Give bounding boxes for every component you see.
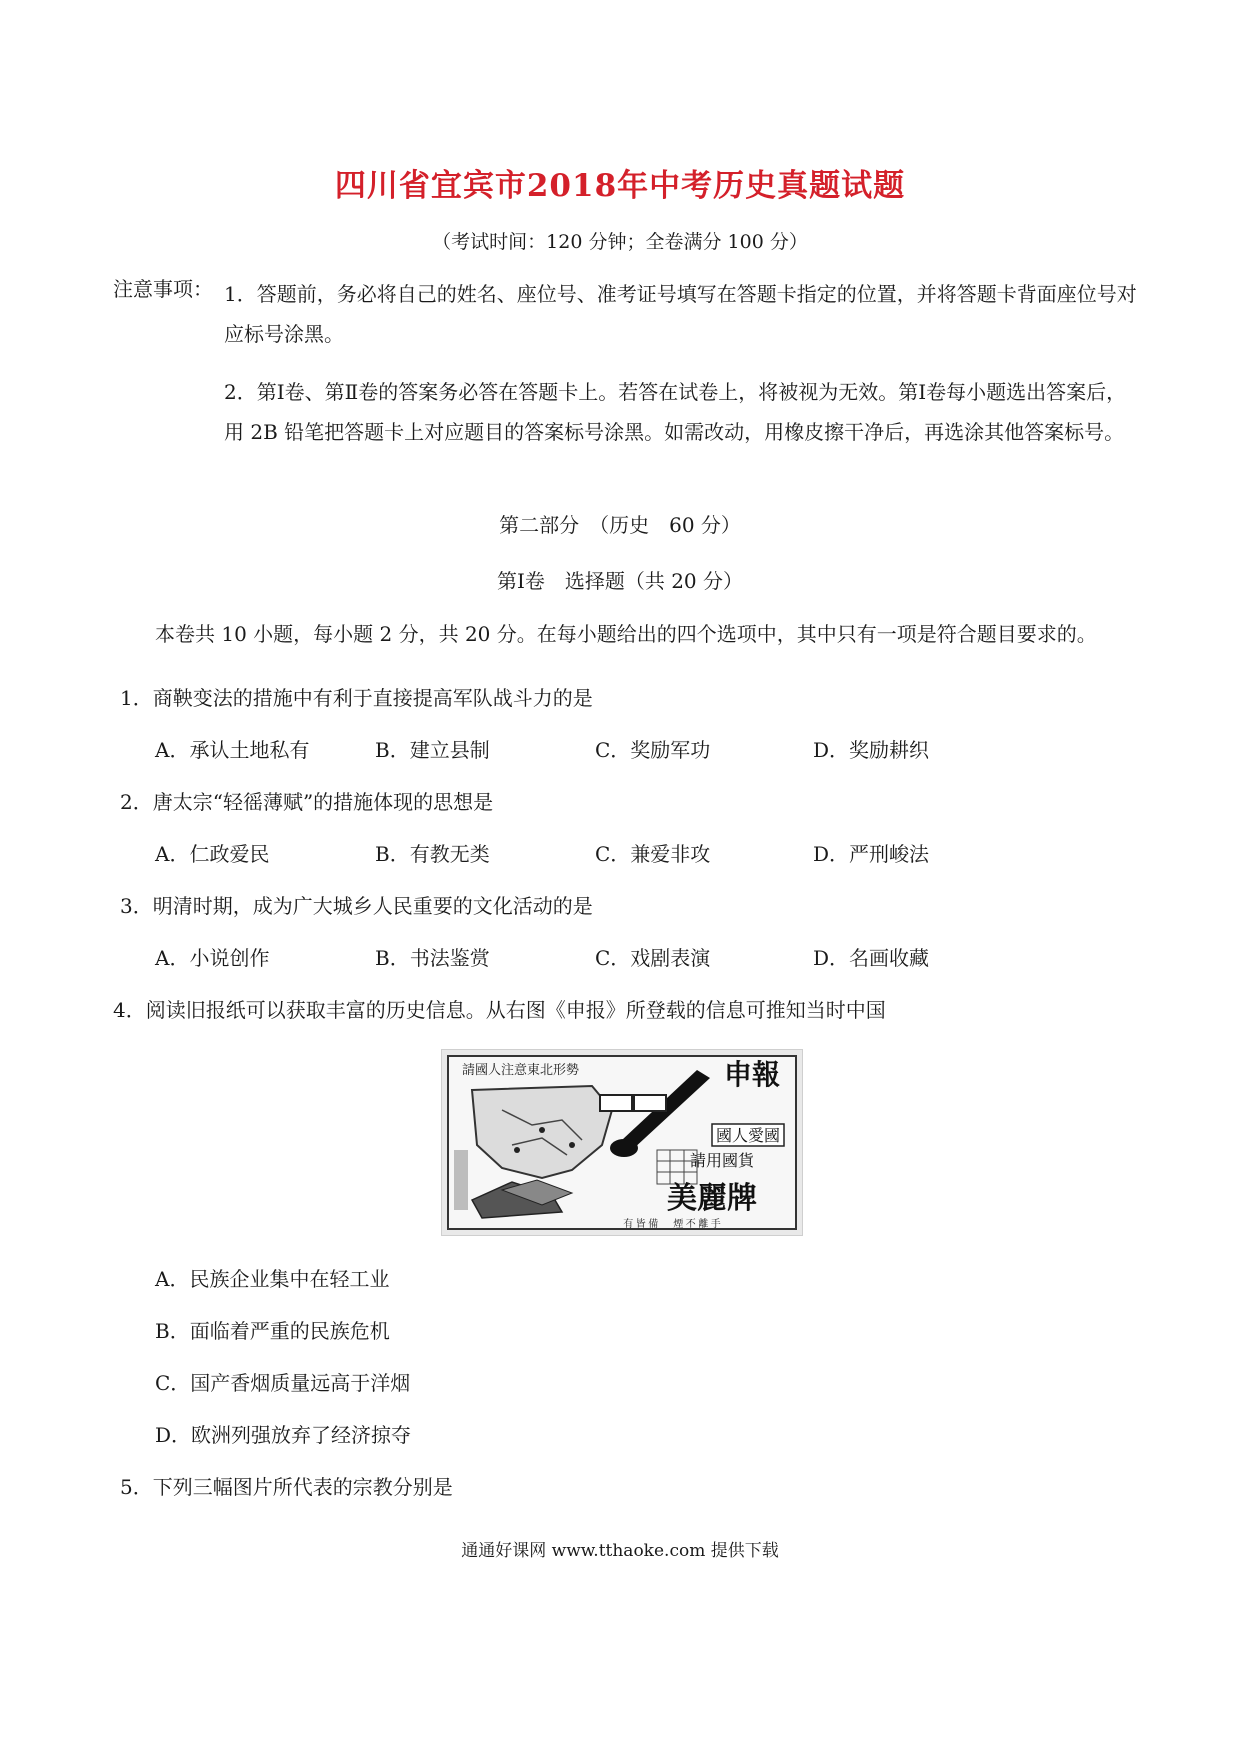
question-3-option-b: B．书法鉴赏 — [375, 946, 490, 970]
question-1-option-a: A．承认土地私有 — [155, 738, 310, 762]
question-3-stem: 3．明清时期，成为广大城乡人民重要的文化活动的是 — [120, 894, 593, 918]
question-4-option-d: D．欧洲列强放弃了经济掠夺 — [155, 1423, 412, 1447]
newspaper-map-caption: 請國人注意東北形勢 — [462, 1062, 580, 1077]
question-5-stem: 5．下列三幅图片所代表的宗教分别是 — [120, 1475, 453, 1499]
question-1-option-d: D．奖励耕织 — [813, 738, 930, 762]
shenbao-newspaper-image — [441, 1049, 803, 1236]
newspaper-masthead: 申報 — [723, 1060, 781, 1091]
question-4-option-a: A．民族企业集中在轻工业 — [155, 1267, 390, 1291]
question-3-option-a: A．小说创作 — [155, 946, 270, 970]
question-4-option-b: B．面临着严重的民族危机 — [155, 1319, 390, 1343]
question-4-stem: 4．阅读旧报纸可以获取丰富的历史信息。从右图《申报》所登载的信息可推知当时中国 — [113, 998, 886, 1022]
question-2-option-b: B．有教无类 — [375, 842, 490, 866]
exam-title: 四川省宜宾市2018年中考历史真题试题 — [334, 168, 906, 204]
note-item-2: 2．第Ⅰ卷、第Ⅱ卷的答案务必答在答题卡上。若答在试卷上，将被视为无效。第Ⅰ卷每小题选出答案后，用 2B 铅笔把答题卡上对应题目的答案标号涂黑。如需改动，用橡皮擦干净后，再选涂其他答案标号。 — [224, 380, 1127, 444]
exam-subtitle: （考试时间：120 分钟；全卷满分 100 分） — [432, 231, 808, 253]
newspaper-brand: 美麗牌 — [667, 1182, 757, 1215]
newspaper-footer-text: 有 皆 備 煙 不 離 手 — [623, 1219, 721, 1230]
question-2-option-a: A．仁政爱民 — [155, 842, 270, 866]
section-intro: 本卷共 10 小题，每小题 2 分，共 20 分。在每小题给出的四个选项中，其中只有一项是符合题目要求的。 — [155, 622, 1097, 646]
page-footer: 通通好课网 www.tthaoke.com 提供下载 — [461, 1541, 779, 1561]
question-1-stem: 1．商鞅变法的措施中有利于直接提高军队战斗力的是 — [120, 686, 593, 710]
part-heading: 第二部分 （历史 60 分） — [499, 513, 741, 537]
question-4-option-c: C．国产香烟质量远高于洋烟 — [155, 1371, 411, 1395]
section-heading: 第Ⅰ卷 选择题（共 20 分） — [496, 569, 744, 593]
newspaper-slogan-line-1: 國人愛國 — [715, 1128, 781, 1145]
notes-label: 注意事项： — [113, 277, 213, 301]
question-3-option-c: C．戏剧表演 — [595, 946, 711, 970]
question-2-stem: 2．唐太宗“轻徭薄赋”的措施体现的思想是 — [120, 790, 494, 814]
question-2-option-c: C．兼爱非攻 — [595, 842, 711, 866]
question-1-option-c: C．奖励军功 — [595, 738, 711, 762]
question-3-option-d: D．名画收藏 — [813, 946, 930, 970]
question-2-option-d: D．严刑峻法 — [813, 842, 930, 866]
question-1-option-b: B．建立县制 — [375, 738, 490, 762]
note-item-1: 1．答题前，务必将自己的姓名、座位号、准考证号填写在答题卡指定的位置，并将答题卡背面座位号对应标号涂黑。 — [224, 282, 1137, 346]
newspaper-slogan-line-2: 請用國貨 — [689, 1153, 755, 1170]
